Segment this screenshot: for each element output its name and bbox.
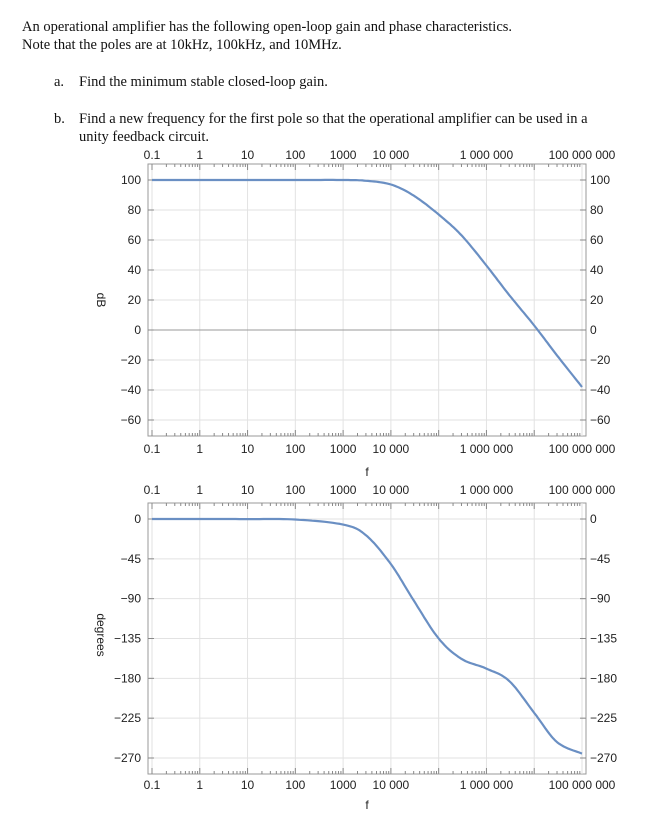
question-a-label: a.	[54, 74, 65, 90]
x-tick-label-bottom: 100 000 000	[548, 778, 616, 792]
x-tick-label-bottom: 10	[240, 442, 255, 456]
x-tick-label-bottom: 1000	[329, 778, 357, 792]
y-tick-label-right: −135	[590, 631, 618, 646]
y-tick-label-right: −225	[590, 711, 618, 726]
x-tick-label-top: 0.1	[143, 483, 161, 497]
y-tick-label-left: 20	[127, 293, 141, 307]
question-a-text: Find the minimum stable closed-loop gain.	[79, 74, 328, 90]
y-tick-label-left: −40	[120, 383, 141, 397]
intro-line-1: An operational amplifier has the following open-loop gain and phase characteristics.	[22, 19, 513, 35]
question-b-label: b.	[54, 111, 65, 127]
x-tick-label-bottom: 10 000	[372, 442, 410, 456]
y-tick-label-right: 60	[590, 233, 604, 247]
x-tick-label-bottom: 0.1	[143, 778, 161, 792]
x-tick-label-top: 1 000 000	[459, 148, 514, 162]
y-axis-label: dB	[94, 292, 108, 308]
y-tick-label-left: −90	[120, 591, 141, 606]
question-b-text-line-1: Find a new frequency for the first pole so that the operational amplifier can be used in a	[79, 111, 588, 127]
y-tick-label-right: 0	[590, 512, 597, 526]
x-tick-label-bottom: 100	[285, 442, 306, 456]
x-tick-label-top: 1 000 000	[459, 483, 514, 497]
y-tick-label-right: −270	[590, 751, 618, 765]
x-axis-label: f	[365, 465, 369, 479]
x-tick-label-top: 1000	[329, 483, 357, 497]
x-tick-label-bottom: 1	[196, 778, 204, 792]
x-tick-label-top: 10	[240, 148, 255, 162]
x-tick-label-bottom: 100	[285, 778, 306, 792]
x-tick-label-bottom: 0.1	[143, 442, 161, 456]
x-tick-label-bottom: 1 000 000	[459, 778, 514, 792]
y-tick-label-left: −60	[120, 413, 141, 427]
x-tick-label-top: 0.1	[143, 148, 161, 162]
y-tick-label-right: −90	[590, 591, 611, 606]
y-tick-label-right: −60	[590, 413, 611, 427]
x-tick-label-bottom: 1	[196, 442, 204, 456]
y-tick-label-left: 80	[127, 203, 141, 217]
y-tick-label-right: −180	[590, 671, 618, 686]
x-tick-label-bottom: 10	[240, 778, 255, 792]
x-tick-label-top: 1	[196, 148, 204, 162]
x-tick-label-top: 100	[285, 483, 306, 497]
x-tick-label-top: 100 000 000	[548, 483, 616, 497]
y-tick-label-left: 60	[127, 233, 141, 247]
question-b-text-line-2: unity feedback circuit.	[79, 129, 210, 145]
y-tick-label-left: −225	[113, 711, 141, 726]
x-tick-label-top: 10	[240, 483, 255, 497]
y-tick-label-left: −45	[120, 551, 141, 566]
y-tick-label-left: 40	[127, 263, 141, 277]
y-tick-label-right: −45	[590, 551, 611, 566]
y-axis-label: degrees	[94, 613, 108, 657]
phase-plot	[94, 483, 617, 812]
y-tick-label-right: 20	[590, 293, 604, 307]
x-tick-label-top: 100	[285, 148, 306, 162]
x-tick-label-bottom: 1000	[329, 442, 357, 456]
y-tick-label-right: 0	[590, 323, 597, 337]
x-tick-label-top: 1000	[329, 148, 357, 162]
x-tick-label-top: 100 000 000	[548, 148, 616, 162]
x-tick-label-top: 10 000	[372, 148, 410, 162]
x-tick-label-bottom: 100 000 000	[548, 442, 616, 456]
y-tick-label-left: −20	[120, 353, 141, 367]
y-tick-label-right: 100	[590, 173, 611, 187]
y-tick-label-left: −180	[113, 671, 141, 686]
x-tick-label-top: 10 000	[372, 483, 410, 497]
magnitude-plot	[94, 148, 616, 479]
y-tick-label-left: −135	[113, 631, 141, 646]
x-axis-label: f	[365, 798, 369, 812]
y-tick-label-left: 0	[134, 323, 141, 337]
x-tick-label-bottom: 10 000	[372, 778, 410, 792]
y-tick-label-right: −40	[590, 383, 611, 397]
y-tick-label-right: −20	[590, 353, 611, 367]
y-tick-label-left: 0	[134, 512, 141, 526]
y-tick-label-right: 40	[590, 263, 604, 277]
y-tick-label-left: −270	[113, 751, 141, 765]
x-tick-label-top: 1	[196, 483, 204, 497]
intro-line-2: Note that the poles are at 10kHz, 100kHz, and 10MHz.	[22, 37, 342, 53]
y-tick-label-left: 100	[120, 173, 141, 187]
x-tick-label-bottom: 1 000 000	[459, 442, 514, 456]
y-tick-label-right: 80	[590, 203, 604, 217]
